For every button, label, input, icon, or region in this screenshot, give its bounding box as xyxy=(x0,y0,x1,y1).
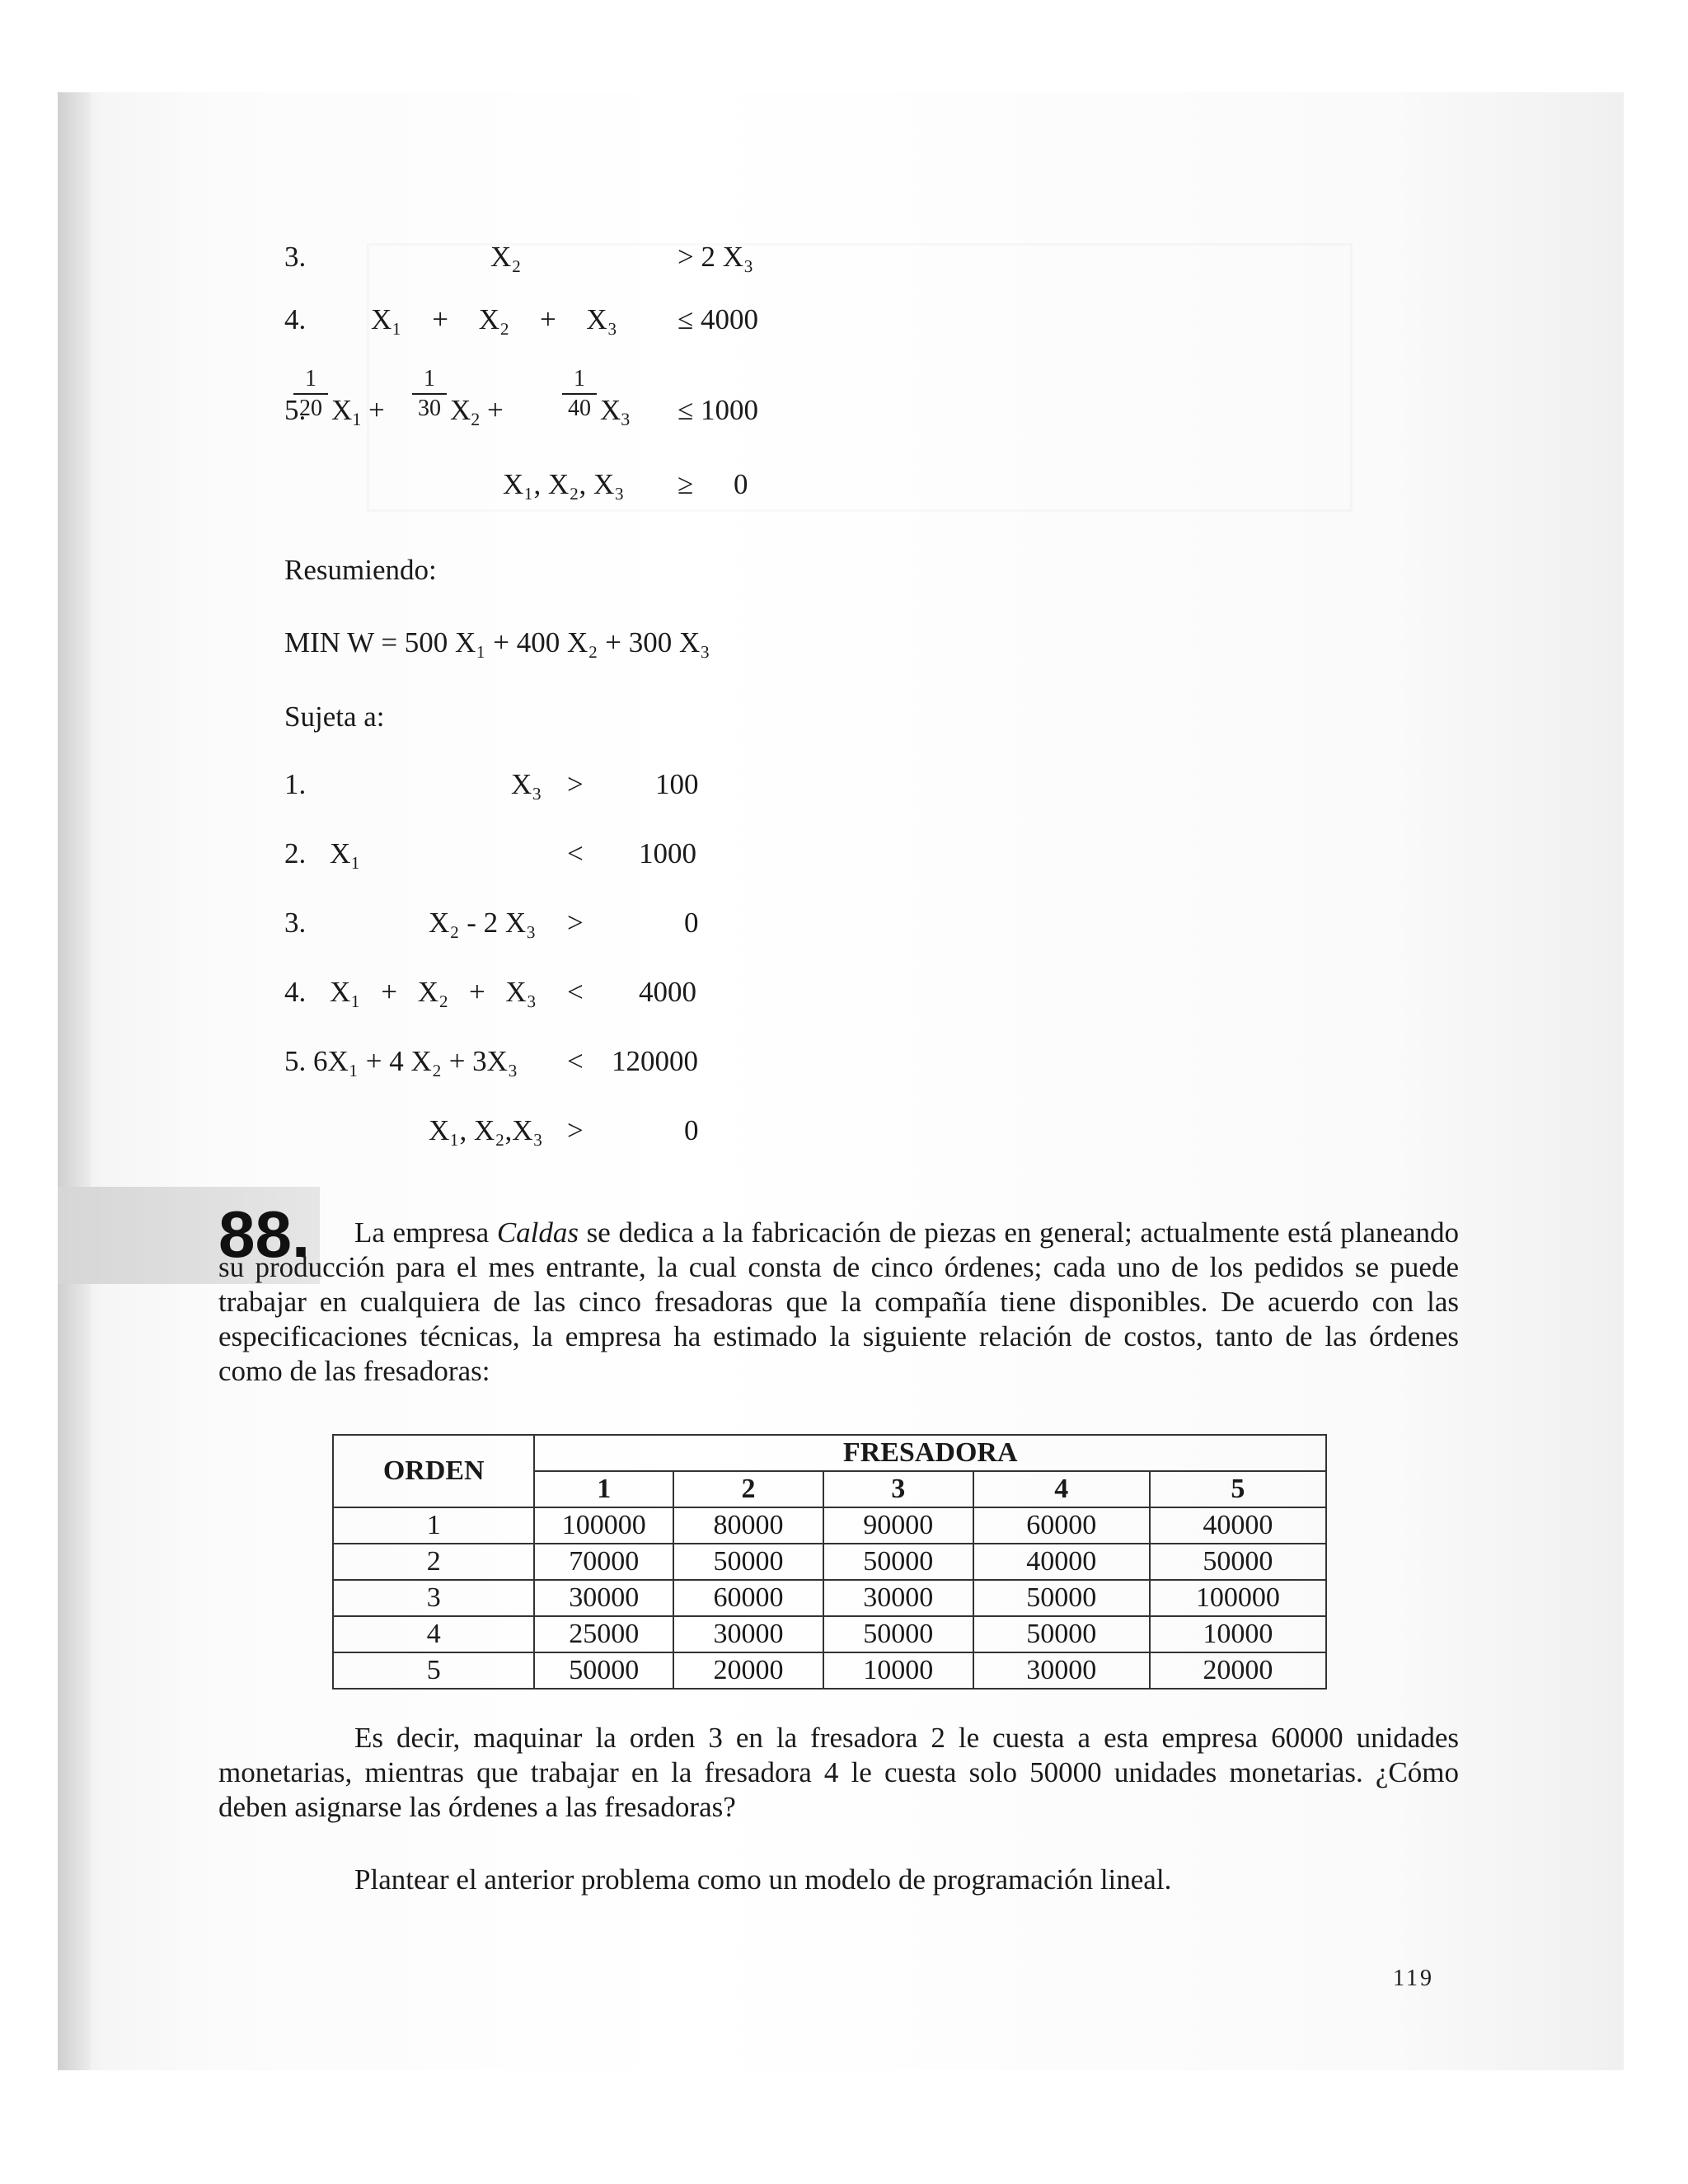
fraction-1-20: 1 20 xyxy=(293,367,328,421)
objective-function: MIN W = 500 X₁ + 400 X₂ + 300 X₃ xyxy=(284,626,710,658)
sum-constraint-3-op: > xyxy=(567,907,584,939)
subject-to-label: Sujeta a: xyxy=(284,701,385,733)
orden-cell: 4 xyxy=(333,1616,534,1652)
sum-constraint-5-lhs: 6X₁ + 4 X₂ + 3X₃ xyxy=(313,1045,518,1077)
binding-shadow xyxy=(58,92,91,2070)
cost-cell: 10000 xyxy=(1150,1616,1326,1652)
cost-cell: 20000 xyxy=(673,1652,823,1689)
problem-task xyxy=(218,1863,1459,1897)
sum-constraint-6-lhs: X₁, X₂,X₃ xyxy=(429,1114,543,1146)
cost-cell: 40000 xyxy=(1150,1507,1326,1544)
sum-constraint-1-lhs: X₃ xyxy=(511,768,542,800)
header-machine-4: 4 xyxy=(973,1471,1150,1507)
fraction-1-40: 1 40 xyxy=(562,367,597,421)
fraction-term-x2: $X_2$ + xyxy=(450,394,504,429)
header-machine-5: 5 xyxy=(1150,1471,1326,1507)
cost-cell: 20000 xyxy=(1150,1652,1326,1689)
company-name: Caldas xyxy=(496,1216,579,1249)
cost-cell: 90000 xyxy=(823,1507,973,1544)
cost-cell: 50000 xyxy=(673,1544,823,1580)
sum-constraint-2-rhs: 1000 xyxy=(639,837,696,869)
sum-constraint-4-op: < xyxy=(567,976,584,1008)
constraint-top-nonneg-rel: ≥ 0 xyxy=(678,468,748,500)
explanation-text: Es decir, maquinar la orden 3 en la fresadora 2 le cuesta a esta empresa 60000 unidades monetarias, mientras que trabajar en la fresadora 4 le cuesta solo 50000 unidades monetarias. ¿Cómo deben asignarse las órdenes a las fresadoras? xyxy=(218,1722,1459,1823)
cost-cell: 10000 xyxy=(823,1652,973,1689)
sum-constraint-1-rhs: 100 xyxy=(655,768,699,800)
sum-constraint-5-num: 5. xyxy=(284,1045,307,1077)
sum-constraint-6-rhs: 0 xyxy=(684,1114,699,1146)
table-row xyxy=(333,1580,1326,1616)
header-machine-3: 3 xyxy=(823,1471,973,1507)
sum-constraint-5-rhs: 120000 xyxy=(612,1045,698,1077)
sum-constraint-4-num: 4. xyxy=(284,976,307,1008)
header-fresadora: FRESADORA xyxy=(534,1435,1326,1471)
constraint-top-3-num: 3. xyxy=(284,241,307,273)
cost-cell: 60000 xyxy=(673,1580,823,1616)
constraint-top-3-lhs: X₂ xyxy=(490,241,522,273)
orden-cell: 2 xyxy=(333,1544,534,1580)
cost-cell: 30000 xyxy=(534,1580,673,1616)
cost-cell: 50000 xyxy=(534,1652,673,1689)
constraint-top-3-rel: > 2 X₃ xyxy=(678,241,754,273)
problem-intro xyxy=(218,1216,1459,1389)
cost-cell: 100000 xyxy=(534,1507,673,1544)
task-text: Plantear el anterior problema como un modelo de programación lineal. xyxy=(354,1863,1172,1896)
page-number: 119 xyxy=(1393,1966,1434,1991)
table-row xyxy=(333,1544,1326,1580)
sum-constraint-2-lhs: X₁ xyxy=(330,837,361,869)
cost-cell: 40000 xyxy=(973,1544,1150,1580)
sum-constraint-1-op: > xyxy=(567,768,584,800)
cost-cell: 50000 xyxy=(1150,1544,1326,1580)
intro-before: La empresa xyxy=(354,1216,497,1249)
table-row xyxy=(333,1652,1326,1689)
orden-cell: 1 xyxy=(333,1507,534,1544)
sum-constraint-6-op: > xyxy=(567,1114,584,1146)
cost-cell: 50000 xyxy=(823,1544,973,1580)
cost-cell: 30000 xyxy=(673,1616,823,1652)
cost-table xyxy=(332,1434,1327,1690)
constraint-top-nonneg-lhs: X₁, X₂, X₃ xyxy=(503,468,625,500)
sum-constraint-4-lhs: X₁ + X₂ + X₃ xyxy=(330,976,537,1008)
orden-cell: 5 xyxy=(333,1652,534,1689)
intro-after: se dedica a la fabricación de piezas en general; actualmente está planeando su producción para el mes entrante, la cual consta de cinco órdenes; cada uno de los pedidos se puede trabajar en cualquiera de las cinco fresadoras que la compañía tiene disponibles. De acuerdo con las especificaciones técnicas, la empresa ha estimado la siguiente relación de costos, tanto de las órdenes como de las fresadoras: xyxy=(218,1216,1459,1387)
table-row xyxy=(333,1616,1326,1652)
orden-cell: 3 xyxy=(333,1580,534,1616)
fraction-term-x3: $X_3$ xyxy=(600,394,631,429)
constraint-top-4-num: 4. xyxy=(284,303,307,335)
cost-cell: 30000 xyxy=(823,1580,973,1616)
cost-cell: 50000 xyxy=(973,1616,1150,1652)
sum-constraint-4-rhs: 4000 xyxy=(639,976,696,1008)
sum-constraint-2-op: < xyxy=(567,837,584,869)
constraint-top-4-rel: ≤ 4000 xyxy=(678,303,758,335)
problem-number: 88. xyxy=(218,1197,311,1271)
sum-constraint-1-num: 1. xyxy=(284,768,307,800)
header-machine-2: 2 xyxy=(673,1471,823,1507)
sum-constraint-3-num: 3. xyxy=(284,907,307,939)
constraint-top-4-lhs: X₁ + X₂ + X₃ xyxy=(371,303,617,335)
fraction-term-x1: $X_1$ + xyxy=(331,394,385,429)
header-machine-1: 1 xyxy=(534,1471,673,1507)
cost-cell: 50000 xyxy=(823,1616,973,1652)
constraint-top-5-rel: ≤ 1000 xyxy=(678,394,758,426)
sum-constraint-2-num: 2. xyxy=(284,837,307,869)
cost-cell: 30000 xyxy=(973,1652,1150,1689)
fraction-1-30: 1 30 xyxy=(412,367,447,421)
cost-cell: 60000 xyxy=(973,1507,1150,1544)
problem-explanation xyxy=(218,1721,1459,1825)
sum-constraint-3-lhs: X₂ - 2 X₃ xyxy=(429,907,537,939)
cost-cell: 80000 xyxy=(673,1507,823,1544)
table-header-row-1 xyxy=(333,1435,1326,1471)
sum-constraint-5-op: < xyxy=(567,1045,584,1077)
header-orden: ORDEN xyxy=(333,1435,534,1507)
constraint-top-5-num: 5. xyxy=(284,394,307,426)
table-row xyxy=(333,1507,1326,1544)
cost-cell: 70000 xyxy=(534,1544,673,1580)
sum-constraint-3-rhs: 0 xyxy=(684,907,699,939)
cost-cell: 25000 xyxy=(534,1616,673,1652)
cost-cell: 100000 xyxy=(1150,1580,1326,1616)
cost-cell: 50000 xyxy=(973,1580,1150,1616)
summary-label: Resumiendo: xyxy=(284,554,437,586)
